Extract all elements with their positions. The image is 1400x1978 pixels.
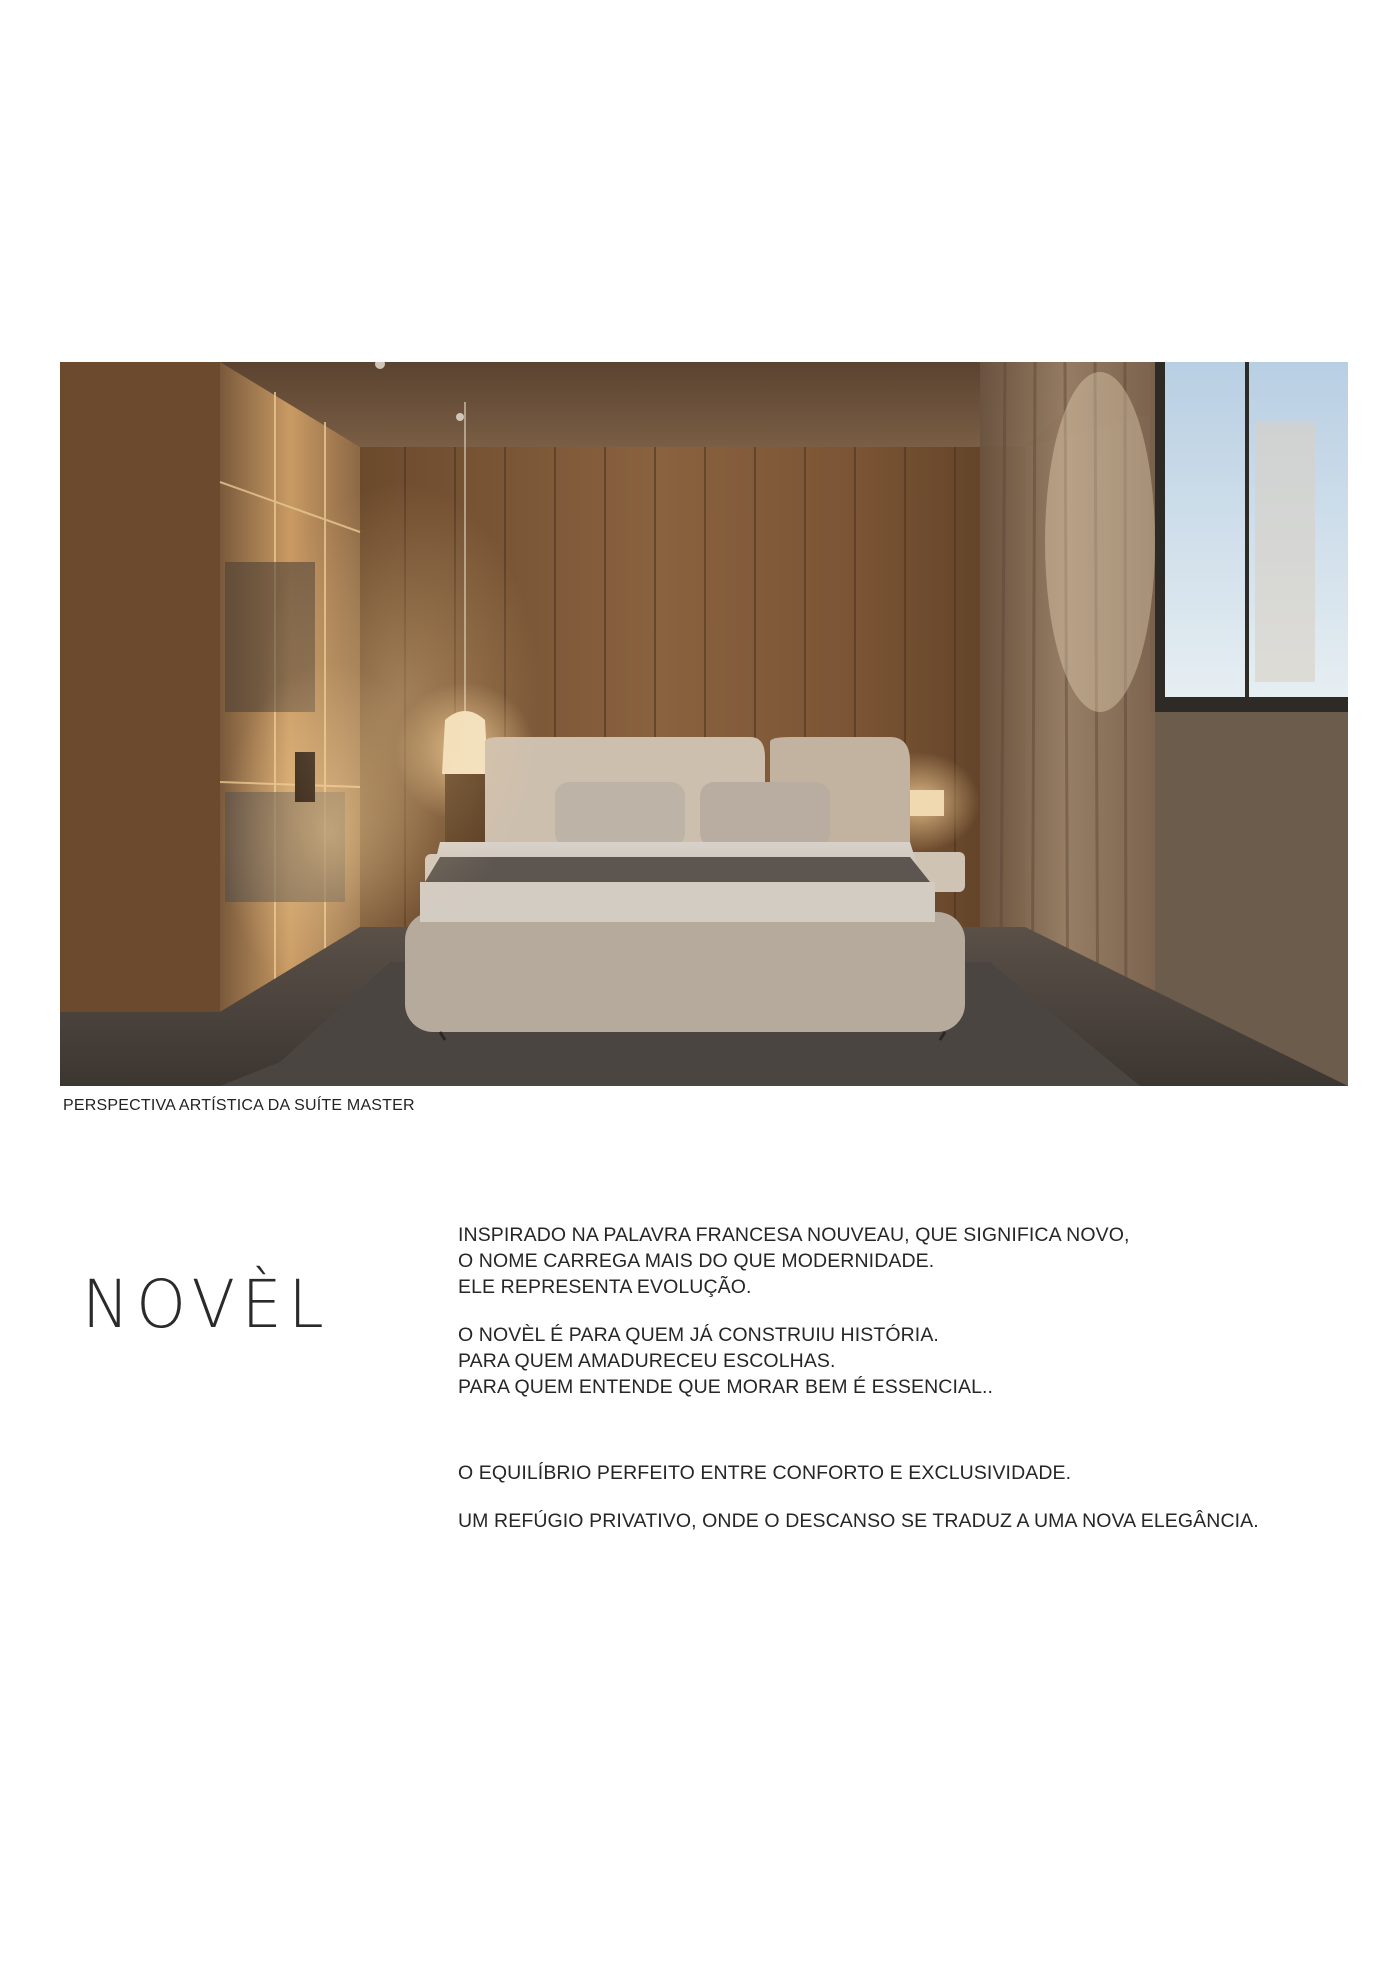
bedroom-illustration [60, 362, 1348, 1086]
photo-caption: PERSPECTIVA ARTÍSTICA DA SUÍTE MASTER [63, 1097, 415, 1114]
description-paragraph-2 [458, 1322, 1338, 1400]
description-block [458, 1222, 1338, 1556]
description-paragraph-1 [458, 1222, 1338, 1300]
brand-title: NOVÈL [82, 1266, 331, 1343]
suite-master-photo [60, 362, 1348, 1086]
description-paragraph-3 [458, 1460, 1338, 1486]
description-paragraph-4 [458, 1508, 1338, 1534]
description-line: O NOVÈL É PARA QUEM JÁ CONSTRUIU HISTÓRIA. [458, 1324, 939, 1346]
description-line: ELE REPRESENTA EVOLUÇÃO. [458, 1276, 752, 1298]
description-line: UM REFÚGIO PRIVATIVO, ONDE O DESCANSO SE TRADUZ A UMA NOVA ELEGÂNCIA. [458, 1510, 1259, 1532]
description-line: PARA QUEM AMADURECEU ESCOLHAS. [458, 1350, 836, 1372]
description-line: O NOME CARREGA MAIS DO QUE MODERNIDADE. [458, 1250, 935, 1272]
description-line: PARA QUEM ENTENDE QUE MORAR BEM É ESSENCIAL.. [458, 1376, 994, 1398]
description-line: O EQUILÍBRIO PERFEITO ENTRE CONFORTO E EXCLUSIVIDADE. [458, 1462, 1072, 1484]
description-line: INSPIRADO NA PALAVRA FRANCESA NOUVEAU, QUE SIGNIFICA NOVO, [458, 1224, 1130, 1246]
